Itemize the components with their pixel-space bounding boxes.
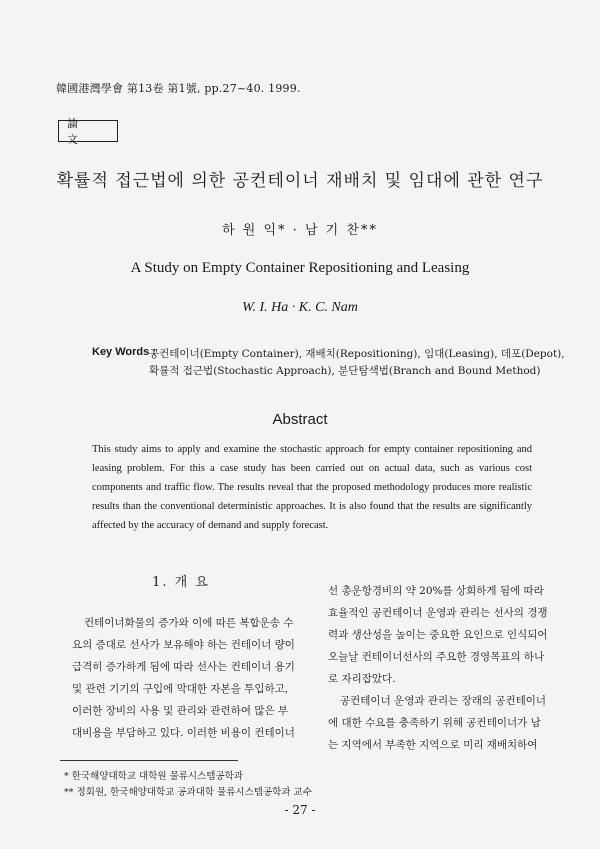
body-line: 로 자리잡았다. — [328, 673, 396, 685]
footnote-divider — [60, 760, 238, 761]
body-line: 및 관련 기기의 구입에 막대한 자본을 투입하고, — [72, 683, 289, 695]
body-line: 공컨테이너 운영과 관리는 장래의 공컨테이너 — [340, 695, 547, 707]
footnote-1: * 한국해양대학교 대학원 물류시스템공학과 — [64, 771, 243, 782]
body-line: 오늘날 컨테이너선사의 주요한 경영목표의 하나 — [328, 651, 545, 663]
keywords-label: Key Words : — [92, 346, 156, 358]
abstract-heading: Abstract — [272, 411, 328, 428]
title-korean: 확률적 접근법에 의한 공컨테이너 재배치 및 임대에 관한 연구 — [56, 171, 544, 191]
body-line: 에 대한 수요를 충족하기 위해 공컨테이너가 남 — [328, 717, 541, 729]
journal-citation: 韓國港灣學會 第13卷 第1號, pp.27~40. 1999. — [56, 82, 301, 95]
keywords-line-1: 공컨테이너(Empty Container), 재배치(Repositioning), 임대(Leasing), 데포(Depot), — [149, 348, 565, 360]
section-label-box — [58, 117, 118, 146]
abstract-text: This study aims to apply and examine the stochastic approach for empty container repositioning and leasing problem. For this a case study has been carried out on actual data, such as various cost components and traffic flow. The results reveal that the proposed methodology produces more realistic results than the conventional deterministic approaches. It is also found that the results are significantly affected by the accuracy of demand and supply forecast. — [92, 444, 532, 531]
body-line: 컨테이너화물의 증가와 이에 따른 복합운송 수 — [84, 617, 294, 629]
page-number: - 27 - — [284, 803, 316, 817]
body-line: 효율적인 공컨테이너 운영과 관리는 선사의 경쟁 — [328, 607, 548, 619]
body-column-right — [328, 580, 546, 756]
keywords-line-2: 확률적 접근법(Stochastic Approach), 분단탐색법(Branch and Bound Method) — [149, 365, 541, 377]
title-english: A Study on Empty Container Repositioning and Leasing — [130, 260, 470, 276]
body-line: 선 총운항경비의 약 20%를 상회하게 됨에 따라 — [328, 585, 544, 597]
body-column-left — [72, 612, 295, 744]
body-line: 는 지역에서 부족한 지역으로 미리 재배치하여 — [328, 739, 538, 751]
authors-english: W. I. Ha · K. C. Nam — [242, 300, 358, 315]
body-line: 대비용을 부담하고 있다. 이러한 비용이 컨테이너 — [72, 727, 295, 739]
body-line: 급격히 증가하게 됨에 따라 선사는 컨테이너 용기 — [72, 661, 295, 673]
body-line: 요의 증대로 선사가 보유해야 하는 컨테이너 량이 — [72, 639, 295, 651]
body-line: 이러한 장비의 사용 및 관리와 관련하여 많은 부 — [72, 705, 289, 717]
section-1-heading: 1. 개 요 — [152, 575, 210, 590]
body-line: 력과 생산성을 높이는 중요한 요인으로 인식되어 — [328, 629, 548, 641]
footnote-2: ** 정회원, 한국해양대학교 공과대학 물류시스템공학과 교수 — [64, 787, 312, 798]
section-label: 論 文 — [67, 117, 88, 146]
authors-korean: 하 원 익* · 남 기 찬** — [222, 223, 378, 238]
